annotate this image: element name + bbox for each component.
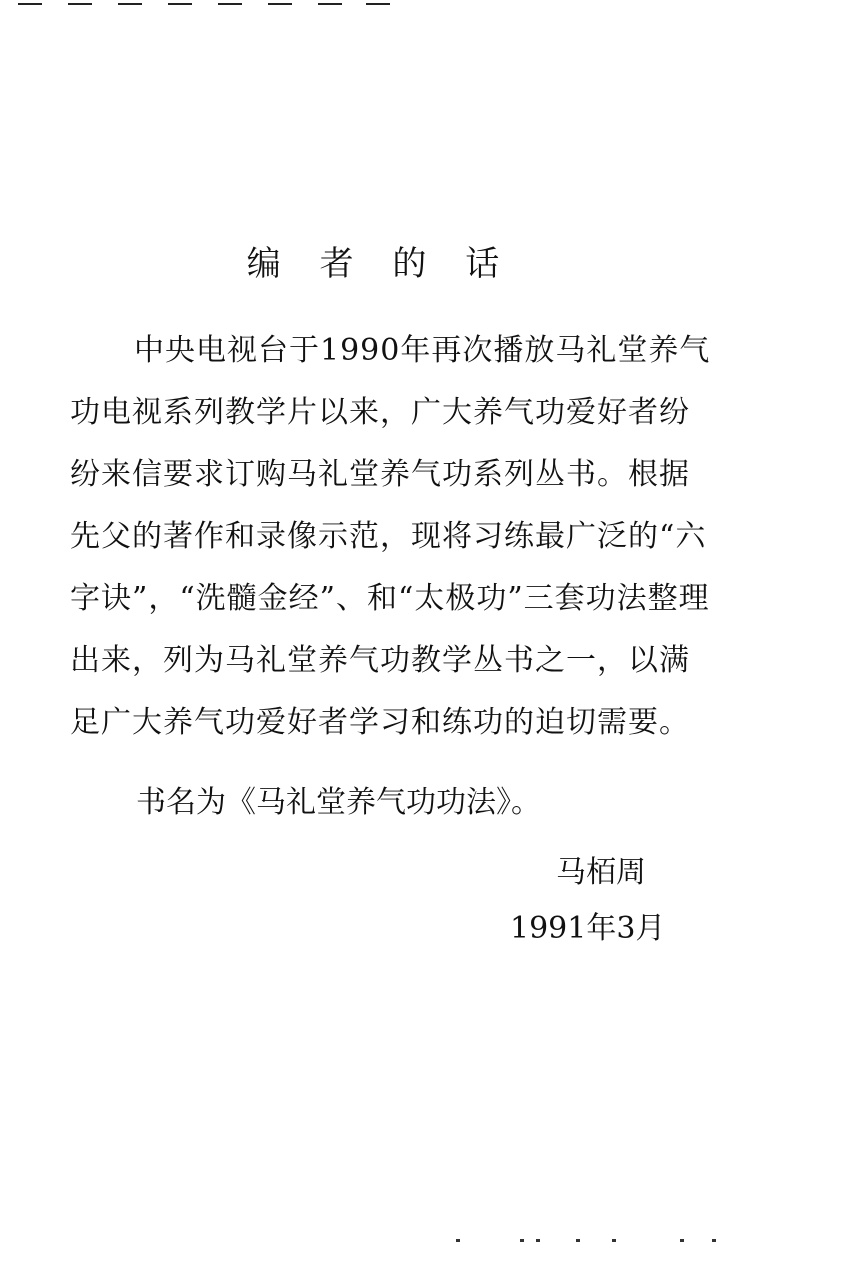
scan-speck	[712, 1239, 716, 1242]
page-title: 编 者 的 话	[246, 244, 514, 284]
scan-speck	[612, 1239, 616, 1242]
preface-paragraph: 中央电视台于1990年再次播放马礼堂养气功电视系列教学片以来，广大养气功爱好者纷纷来信要求订购马礼堂养气功系列丛书。根据先父的著作和录像示范，现将习练最广泛的“六字诀”，“洗髓金经”、和“太极功”三套功法整理出来，列为马礼堂养气功教学丛书之一，以满足广大养气功爱好者学习和练功的迫切需要。	[70, 333, 711, 740]
scan-speck	[520, 1239, 524, 1242]
scan-speck	[680, 1239, 684, 1242]
scan-speck	[456, 1239, 460, 1242]
preface-body	[70, 320, 720, 754]
signer-name: 马栢周	[556, 855, 646, 890]
scan-mark	[68, 3, 92, 5]
scan-mark	[218, 3, 242, 5]
scan-mark	[268, 3, 292, 5]
scan-edge-marks	[0, 0, 400, 6]
sign-date: 1991年3月	[510, 911, 666, 946]
scan-noise	[440, 1236, 740, 1246]
scan-speck	[576, 1239, 580, 1242]
scan-speck	[536, 1239, 540, 1242]
scan-mark	[18, 3, 42, 5]
scan-mark	[318, 3, 342, 5]
book-name-line: 书名为《马礼堂养气功功法》。	[136, 785, 541, 820]
scan-mark	[366, 3, 390, 5]
scan-mark	[118, 3, 142, 5]
scan-mark	[168, 3, 192, 5]
